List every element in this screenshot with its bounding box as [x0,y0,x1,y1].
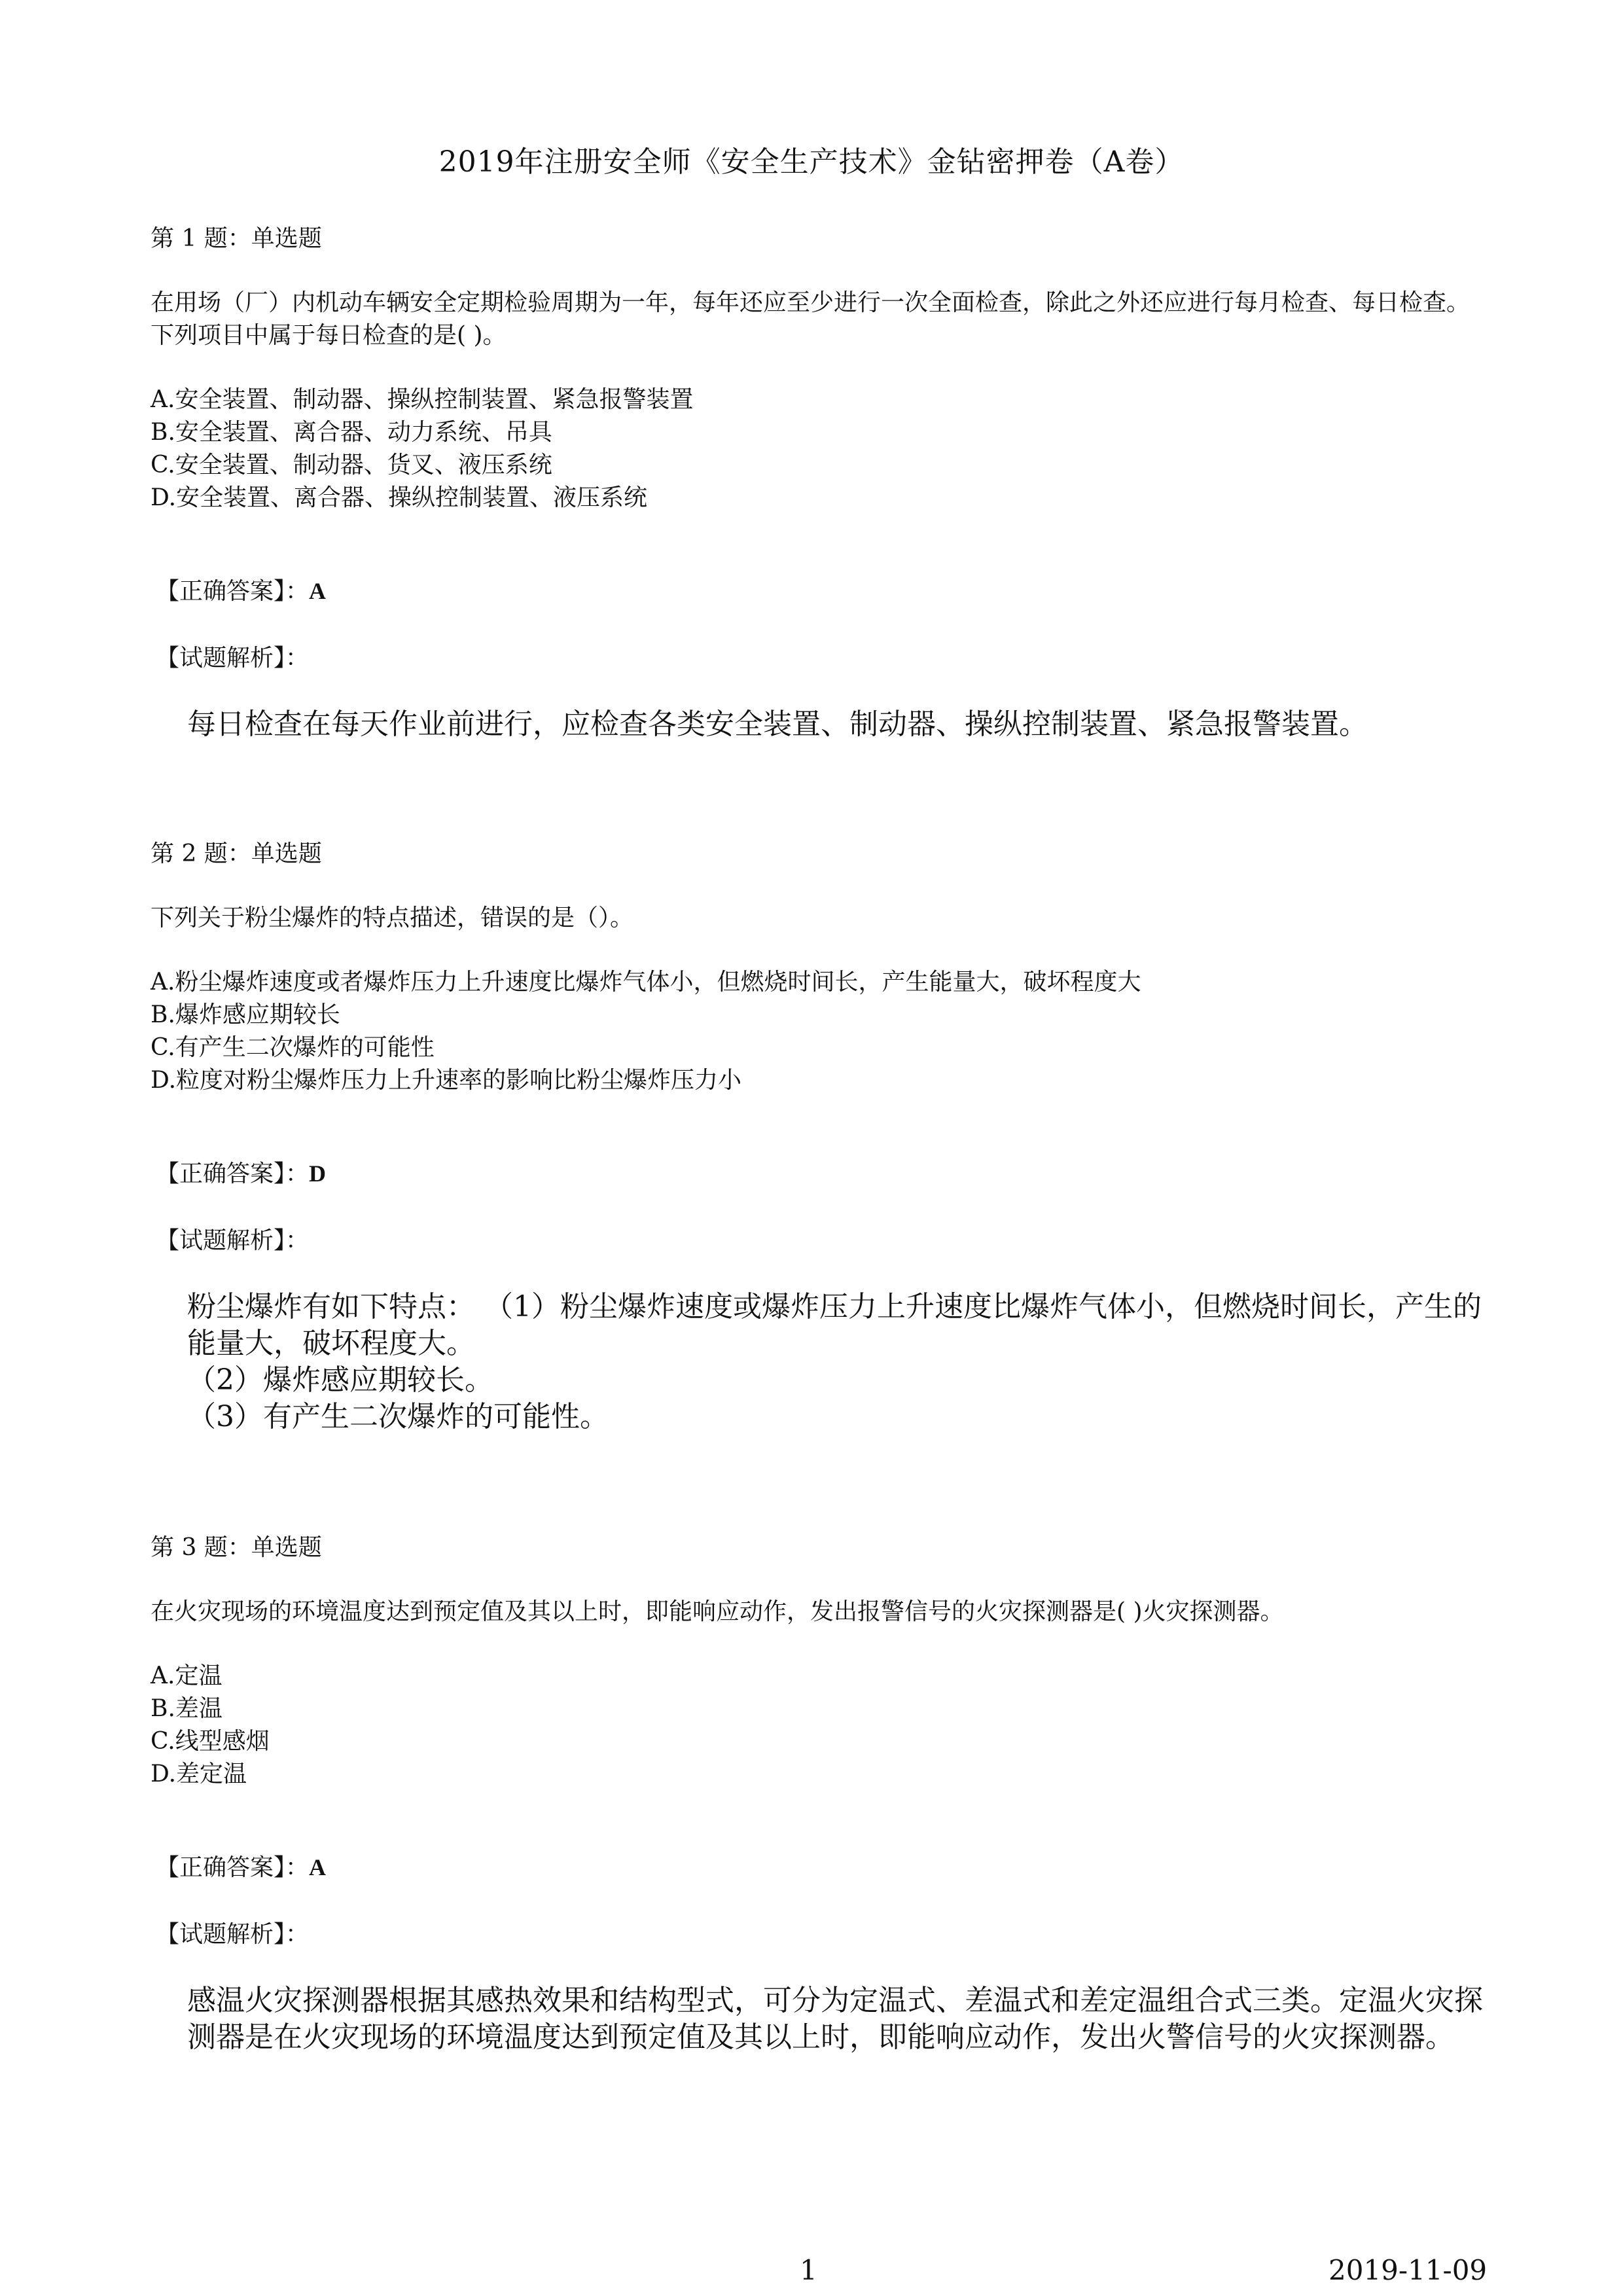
option-b: B.爆炸感应期较长 [151,1001,340,1028]
footer-date: 2019-11-09 [1329,2254,1488,2286]
option-a: A.粉尘爆炸速度或者爆炸压力上升速度比爆炸气体小，但燃烧时间长，产生能量大，破坏程度大 [151,969,1141,996]
option-list [151,966,1479,1097]
question-header: 第 3 题：单选题 [151,1534,322,1561]
question-stem: 在火灾现场的环境温度达到预定值及其以上时，即能响应动作，发出报警信号的火灾探测器是( )火灾探测器。 [151,1598,1284,1625]
answer-label: 【正确答案】： [156,1160,310,1187]
analysis-label: 【试题解析】： [156,645,310,672]
option-d: D.安全装置、离合器、操纵控制装置、液压系统 [151,484,648,511]
question-3 [151,1532,1483,2056]
answer-label: 【正确答案】： [156,1854,310,1881]
analysis-paragraph: 粉尘爆炸有如下特点： （1）粉尘爆炸速度或爆炸压力上升速度比爆炸气体小，但燃烧时间长，产生的能量大，破坏程度大。 [187,1290,1482,1360]
option-list [151,384,1479,514]
option-c: C.安全装置、制动器、货叉、液压系统 [151,452,552,478]
analysis-paragraph: 感温火灾探测器根据其感热效果和结构型式，可分为定温式、差温式和差定温组合式三类。定温火灾探测器是在火灾现场的环境温度达到预定值及其以上时，即能响应动作，发出火警信号的火灾探测器。 [187,1984,1483,2054]
answer-label: 【正确答案】： [156,578,310,605]
analysis-label: 【试题解析】： [156,1921,310,1948]
question-stem: 下列关于粉尘爆炸的特点描述，错误的是（）。 [151,905,634,931]
option-b: B.差温 [151,1695,223,1722]
analysis-paragraph: （3）有产生二次爆炸的可能性。 [187,1400,609,1433]
analysis-label: 【试题解析】： [156,1227,310,1254]
analysis-paragraph: （2）爆炸感应期较长。 [187,1363,493,1397]
option-list [151,1660,1479,1791]
correct-answer [156,1851,1479,1884]
answer-value: D [309,1160,327,1187]
option-c: C.有产生二次爆炸的可能性 [151,1034,435,1061]
question-header: 第 2 题：单选题 [151,840,322,867]
analysis-text [187,706,1489,743]
correct-answer [156,575,1479,608]
option-d: D.粒度对粉尘爆炸压力上升速率的影响比粉尘爆炸压力小 [151,1067,742,1094]
question-1 [151,223,1479,743]
answer-value: A [309,578,327,604]
question-stem: 在用场（厂）内机动车辆安全定期检验周期为一年，每年还应至少进行一次全面检查，除此之外还应进行每月检查、每日检查。下列项目中属于每日检查的是( )。 [151,289,1471,349]
answer-value: A [309,1854,327,1880]
analysis-text [187,1982,1489,2056]
option-b: B.安全装置、离合器、动力系统、吊具 [151,419,552,446]
analysis-text [187,1289,1489,1435]
question-header: 第 1 题：单选题 [151,225,322,252]
option-d: D.差定温 [151,1761,247,1787]
correct-answer [156,1157,1479,1191]
option-a: A.安全装置、制动器、操纵控制装置、紧急报警装置 [151,386,694,413]
option-a: A.定温 [151,1662,223,1689]
document-title: 2019年注册安全师《安全生产技术》金钻密押卷（A卷） [438,145,1185,179]
analysis-paragraph: 每日检查在每天作业前进行，应检查各类安全装置、制动器、操纵控制装置、紧急报警装置。 [187,708,1368,741]
option-c: C.线型感烟 [151,1728,270,1755]
question-2 [151,838,1482,1435]
page-number: 1 [800,2254,817,2286]
